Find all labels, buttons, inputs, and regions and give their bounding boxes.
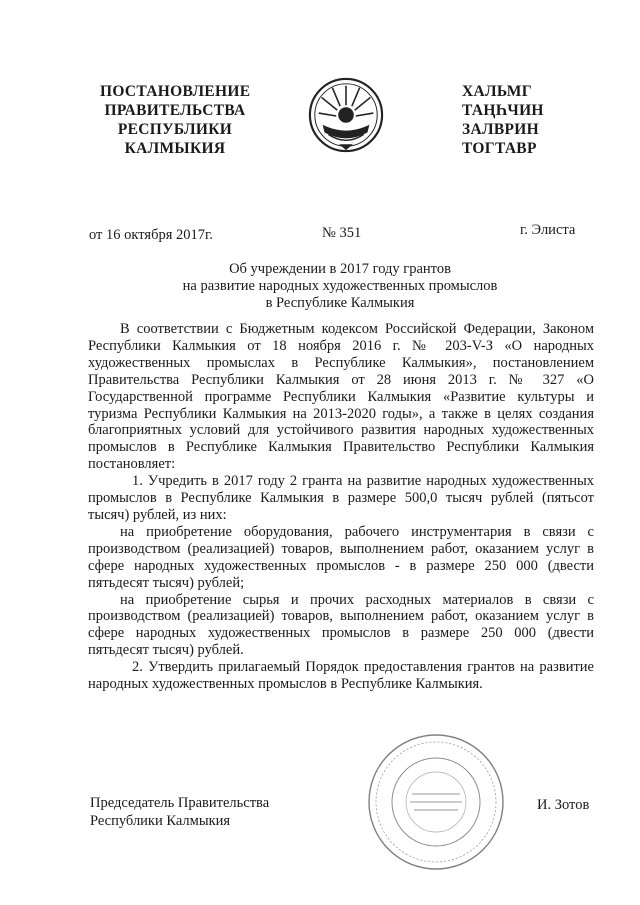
preamble-paragraph: В соответствии с Бюджетным кодексом Российской Федерации, Законом Республики Калмыкия от 18 ноября 2016 г. № 203-V-З «О народных художественных промыслах в Республике Калмыкия», постановлением Правительства Республики Калмыкия от 28 июня 2013 г. № 327 «О Государственной программе Республики Калмыкия «Развитие культуры и туризма Республики Калмыкия на 2013-2020 годы», а также в целях создания благоприятных условий для устойчивого развития народных художественных промыслов в Республике Калмыкия Правительство Республики Калмыкия постановляет:	[88, 321, 594, 473]
document-number: № 351	[322, 225, 362, 241]
official-seal-icon	[366, 732, 506, 872]
title-line: на развитие народных художественных промыслов	[182, 278, 498, 294]
header-right-line: ТАҢҺЧИН	[462, 102, 544, 119]
title-line: Об учреждении в 2017 году грантов	[229, 261, 451, 277]
signatory-title	[90, 794, 269, 830]
coat-of-arms-icon	[307, 76, 385, 154]
signatory-name: И. Зотов	[537, 797, 590, 813]
document-date: от 16 октября 2017г.	[89, 227, 213, 243]
header-right-kalmyk	[462, 82, 554, 158]
item-2-paragraph: 2. Утвердить прилагаемый Порядок предоставления грантов на развитие народных художественных промыслов в Республике Калмыкия.	[88, 659, 594, 693]
document-body	[88, 321, 594, 693]
header-right-line: ХАЛЬМГ	[462, 83, 532, 100]
header-right-line: ЗАЛВРИН	[462, 121, 539, 138]
sub-item-equipment: на приобретение оборудования, рабочего инструментария в связи с производством (реализацией) товаров, выполнением работ, оказанием услуг в сфере народных художественных промыслов - в размере 250 000 (двести пятьдесят тысяч) рублей;	[88, 523, 594, 591]
title-line: в Республике Калмыкия	[265, 295, 415, 311]
header-left-line: РЕСПУБЛИКИ	[117, 121, 233, 138]
signatory-title-line: Республики Калмыкия	[90, 813, 231, 829]
header-left-line: ПОСТАНОВЛЕНИЕ	[100, 83, 251, 100]
document-title	[160, 261, 520, 312]
header-right-line: ТОГТАВР	[462, 140, 537, 157]
sub-item-materials: на приобретение сырья и прочих расходных материалов в связи с производством (реализацией) товаров, выполнением работ, оказанием услуг в сфере народных художественных промыслов в размере 250 000 (двести пятьдесят тысяч) рублей.	[88, 591, 594, 659]
signatory-title-line: Председатель Правительства	[90, 795, 270, 811]
document-city: г. Элиста	[520, 222, 576, 238]
header-left-line: КАЛМЫКИЯ	[124, 140, 226, 157]
header-left-line: ПРАВИТЕЛЬСТВА	[104, 102, 246, 119]
header-left-russian	[100, 82, 250, 158]
item-1-paragraph: 1. Учредить в 2017 году 2 гранта на развитие народных художественных промыслов в Республике Калмыкия в размере 500,0 тысяч рублей (пятьсот тысяч) рублей, из них:	[88, 473, 594, 523]
